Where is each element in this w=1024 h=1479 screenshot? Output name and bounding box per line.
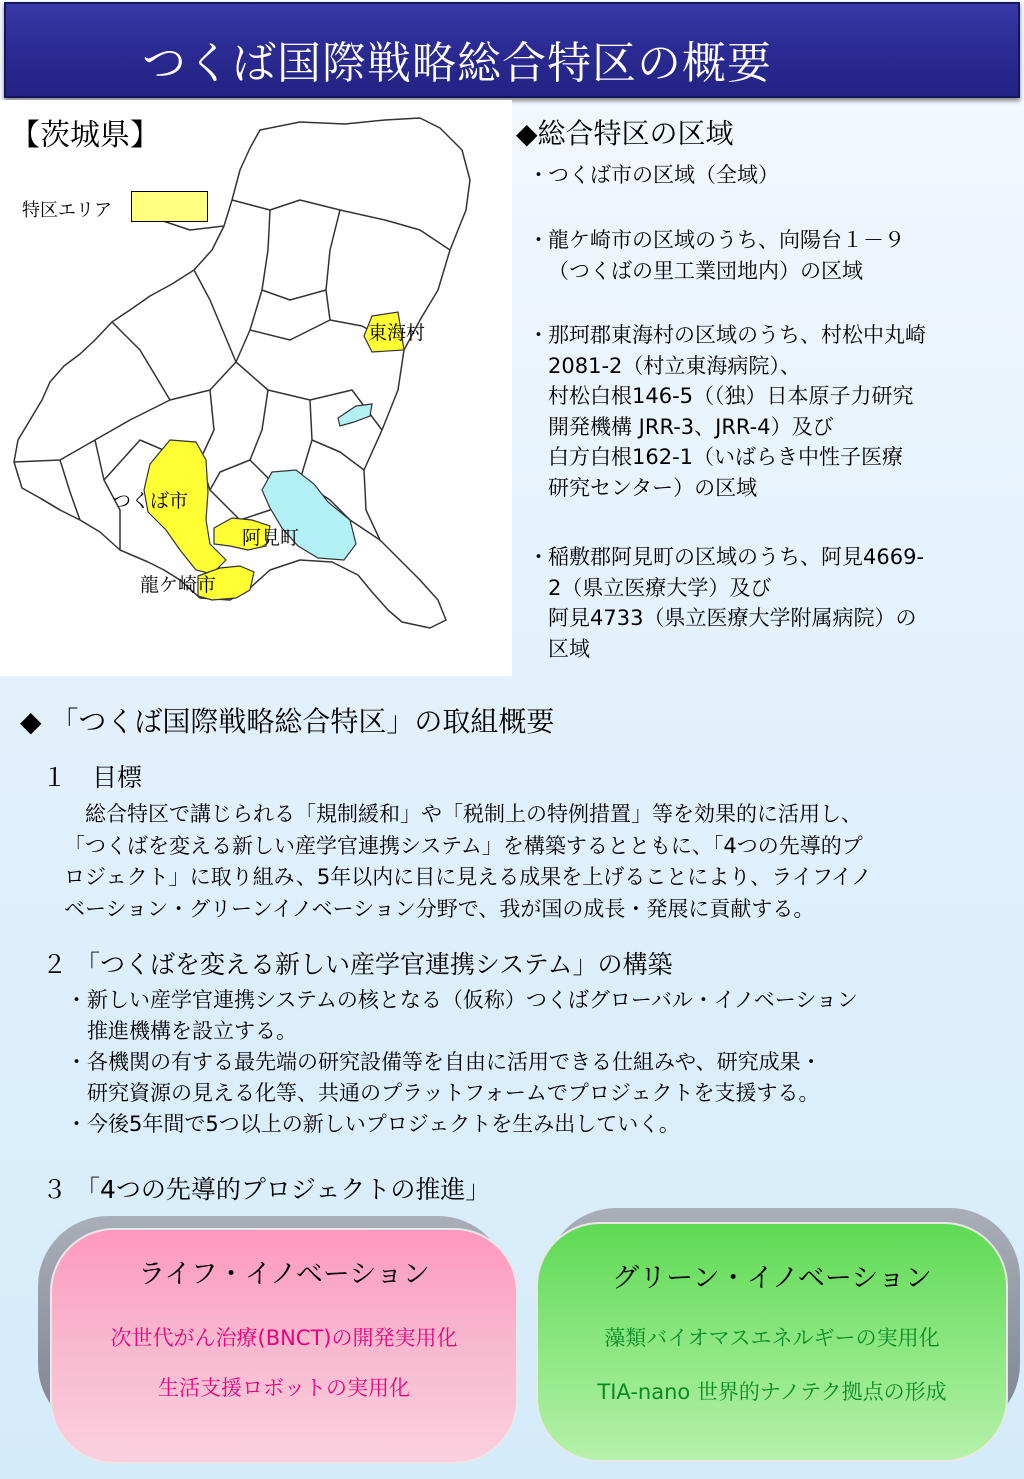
green-project-1: 藻類バイオマスエネルギーの実用化 — [604, 1326, 940, 1350]
green-project-2: TIA-nano 世界的ナノテク拠点の形成 — [597, 1380, 947, 1404]
area-item-tokai: ・那珂郡東海村の区域のうち、村松中丸崎 2081-2（村立東海病院）、 村松白根146-5（（独）日本原子力研究 開発機構 JRR-3、JRR-4）及び 白方白根162-1（いばらき中性子医療 研究センター）の区域 — [528, 323, 926, 500]
life-innovation-card — [50, 1228, 518, 1464]
label-ryugasaki: 龍ケ崎市 — [140, 574, 217, 596]
green-innovation-card — [536, 1222, 1008, 1462]
label-ami: 阿見町 — [242, 527, 300, 549]
goal-text: 総合特区で講じられる「規制緩和」や「税制上の特例措置」等を効果的に活用し、 「つくばを変える新しい産学官連携システム」を構築するとともに、「4つの先導的プ ロジェクト」に取り組み、5年以内に目に見える成果を上げることにより、ライフイノ ベーション・グリーンイノベーション分野で、我が国の成長・発展に貢献する。 — [64, 802, 872, 921]
legend-swatch — [131, 191, 208, 222]
goal-heading: １ 目標 — [42, 763, 143, 792]
label-tsukuba: つくば市 — [112, 490, 189, 512]
prefecture-outline — [14, 118, 470, 628]
system-item: ・各機関の有する最先端の研究設備等を自由に活用できる仕組みや、研究成果・ — [66, 1050, 822, 1074]
system-item: ・今後5年間で5つ以上の新しいプロジェクトを生み出していく。 — [66, 1112, 680, 1136]
system-list: ・新しい産学官連携システムの核となる（仮称）つくばグローバル・イノベーション 推進機構を設立する。 ・各機関の有する最先端の研究設備等を自由に活用できる仕組みや、研究成果・ 研究資源の見える化等、共通のプラットフォームでプロジェクトを支援する。 ・今後5年間で5つ以上の新しいプロジェクトを生み出していく。 — [66, 985, 986, 1140]
life-project-1: 次世代がん治療(BNCT)の開発実用化 — [110, 1326, 458, 1350]
area-item-tsukuba: ・つくば市の区域（全域） — [528, 163, 779, 187]
label-tokai: 東海村 — [368, 322, 426, 344]
area-item-ami: ・稲敷郡阿見町の区域のうち、阿見4669- 2（県立医療大学）及び 阿見4733（県立医療大学附属病院）の 区域 — [528, 545, 925, 661]
map-heading: 【茨城県】 — [10, 118, 160, 153]
life-project-2: 生活支援ロボットの実用化 — [158, 1376, 410, 1400]
page-title: つくば国際戦略総合特区の概要 — [142, 38, 772, 89]
projects-heading: ３ 「4つの先導的プロジェクトの推進」 — [42, 1175, 491, 1204]
legend-label: 特区エリア — [22, 200, 112, 221]
area-item-ryugasaki: ・龍ケ崎市の区域のうち、向陽台１－９ （つくばの里工業団地内）の区域 — [528, 228, 905, 283]
overview-heading: ◆ 「つくば国際戦略総合特区」の取組概要 — [20, 705, 555, 738]
ibaraki-map — [0, 100, 512, 676]
life-card-title: ライフ・イノベーション — [138, 1259, 430, 1290]
system-heading: ２ 「つくばを変える新しい産学官連携システム」の構築 — [42, 950, 673, 979]
area-heading: ◆総合特区の区域 — [516, 117, 734, 150]
map-panel — [0, 100, 512, 676]
system-item: ・新しい産学官連携システムの核となる（仮称）つくばグローバル・イノベーション — [66, 988, 858, 1012]
title-bar — [4, 2, 1020, 98]
green-card-title: グリーン・イノベーション — [612, 1263, 932, 1294]
